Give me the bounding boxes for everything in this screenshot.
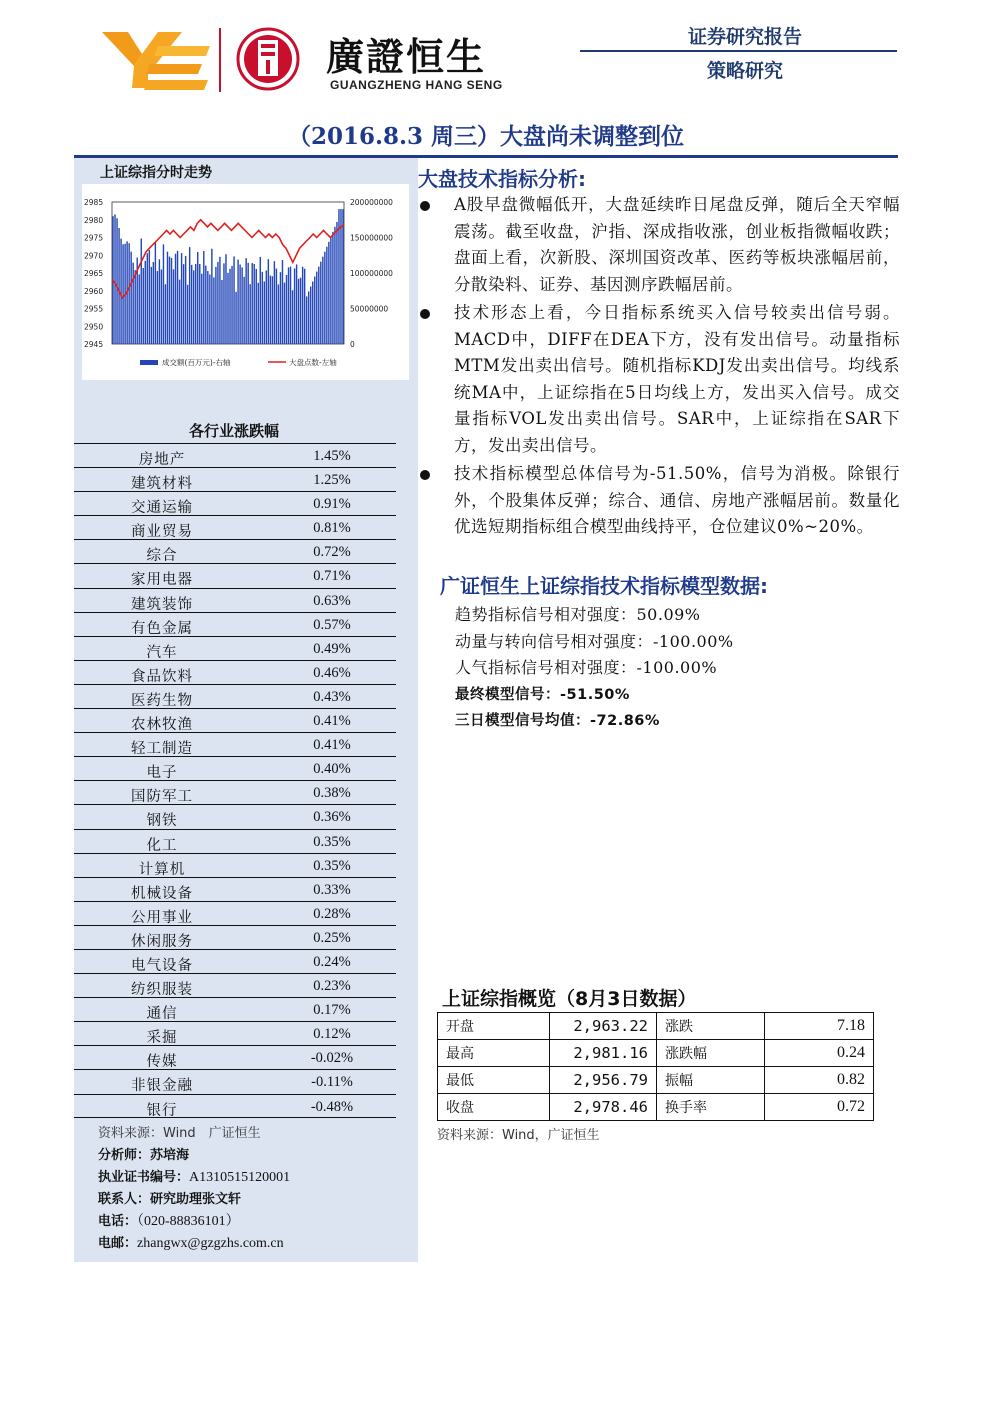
industry-change: 0.41%: [313, 737, 351, 754]
bullet-text: 技术形态上看，今日指标系统买入信号较卖出信号弱。MACD中，DIFF在DEA下方，没有发出信号。动量指标MTM发出卖出信号。随机指标KDJ发出卖出信号。均线系统MA中，上证综指在5日均线上方，发出买入信号。成交量指标VOL发出卖出信号。SAR中，上证综指在SAR下方，发出卖出信号。: [454, 303, 900, 455]
bullet-dot-icon: [420, 309, 430, 319]
volume-bar: [316, 272, 317, 344]
volume-bar: [243, 277, 244, 344]
industry-name: 交通运输: [131, 500, 193, 517]
table-row: [438, 1040, 874, 1067]
industry-name: 计算机: [138, 861, 186, 878]
volume-bar: [322, 257, 323, 344]
volume-bar: [262, 272, 263, 344]
volume-bar: [239, 265, 240, 344]
industry-change: 0.17%: [313, 1002, 351, 1019]
y-left-tick-label: 2950: [84, 322, 104, 332]
volume-bar: [336, 222, 337, 344]
phone-label: 电话：: [98, 1214, 138, 1229]
volume-bar: [122, 244, 123, 344]
brand-name-cn: 廣證恒生: [326, 34, 487, 79]
industry-table: [74, 443, 396, 1118]
legend-label-volume: 成交额(百万元)-右轴: [162, 358, 231, 367]
table-row: [74, 515, 396, 539]
volume-bar: [221, 280, 222, 344]
volume-bar: [274, 261, 275, 344]
table-row: [74, 1021, 396, 1045]
overview-value: 0.24: [765, 1040, 874, 1067]
industry-name: 传媒: [146, 1054, 178, 1071]
industry-change: 0.40%: [313, 761, 351, 778]
volume-bar: [165, 284, 166, 344]
volume-bar: [169, 257, 170, 344]
volume-bar: [201, 274, 202, 344]
phone-number: （020-88836101）: [137, 1214, 240, 1229]
industry-name: 建筑材料: [131, 476, 193, 493]
volume-bar: [145, 261, 146, 344]
volume-bar: [128, 243, 129, 344]
bullet-text: 技术指标模型总体信号为-51.50%，信号为消极。除银行外，个股集体反弹；综合、通信、房地产涨幅居前。数量化优选短期指标组合模型曲线持平，仓位建议0%~20%。: [454, 464, 900, 536]
industry-change: 0.41%: [313, 713, 351, 730]
industry-name: 农林牧渔: [131, 717, 193, 734]
volume-bar: [155, 242, 156, 344]
table-row: [74, 756, 396, 780]
table-row: [74, 853, 396, 877]
table-row: [74, 660, 396, 684]
industry-name: 非银金融: [131, 1078, 193, 1095]
overview-value: 2,981.16: [550, 1040, 657, 1067]
right-source-note: 资料来源：Wind，广证恒生: [437, 1128, 600, 1143]
model-line: 动量与转向信号相对强度：-100.00%: [455, 631, 734, 651]
volume-bar: [141, 238, 142, 344]
bullet-dot-icon: [420, 201, 430, 211]
email-label: 电邮：: [98, 1236, 138, 1251]
industry-change: 1.25%: [313, 472, 351, 489]
volume-bar: [189, 247, 190, 344]
industry-change: 0.35%: [313, 833, 351, 850]
volume-bar: [195, 264, 196, 344]
volume-bar: [233, 256, 234, 344]
analysis-bullets: [418, 192, 900, 541]
model-data: [455, 602, 734, 735]
y-left-tick-label: 2985: [84, 198, 104, 207]
volume-bar: [288, 267, 289, 344]
table-row: [74, 997, 396, 1021]
analyst-line: [98, 1144, 189, 1163]
analysis-section-title: 大盘技术指标分析:: [418, 167, 586, 191]
y-left-tick-label: 2975: [84, 233, 104, 243]
industry-change: 1.45%: [313, 448, 351, 464]
industry-name: 商业贸易: [131, 524, 193, 541]
y-right-tick-label: 150000000: [350, 233, 393, 243]
intraday-chart-svg: [82, 184, 409, 380]
volume-bar: [330, 237, 331, 344]
volume-bar: [163, 244, 164, 344]
volume-bar: [191, 265, 192, 344]
volume-bar: [177, 251, 178, 344]
volume-bar: [185, 256, 186, 344]
volume-bar: [235, 292, 236, 344]
volume-bar: [120, 239, 121, 344]
volume-bar: [320, 262, 321, 344]
overview-label: 收盘: [438, 1094, 550, 1121]
industry-name: 机械设备: [131, 885, 193, 902]
chart-title: 上证综指分时走势: [100, 165, 212, 181]
bullet-dot-icon: [420, 470, 430, 480]
table-row: [438, 1067, 874, 1094]
table-row: [438, 1094, 874, 1121]
email-line: [98, 1232, 284, 1252]
volume-bar: [282, 260, 283, 344]
analysis-bullet: [418, 461, 900, 541]
model-line: 人气指标信号相对强度：-100.00%: [455, 658, 718, 677]
volume-bar: [231, 266, 232, 344]
y-right-tick-label: 0: [350, 340, 355, 349]
y-left-tick-label: 2955: [84, 304, 104, 314]
volume-bar: [116, 218, 117, 344]
cert-label: 执业证书编号：: [98, 1170, 190, 1185]
volume-bar: [332, 232, 333, 344]
industry-name: 纺织服装: [131, 982, 193, 999]
table-row: [74, 612, 396, 636]
volume-bar: [270, 276, 271, 344]
industry-change: 0.33%: [313, 881, 351, 898]
analyst-label: 分析师：: [98, 1148, 151, 1163]
table-row: [74, 563, 396, 587]
volume-bar: [227, 273, 228, 344]
industry-name: 银行: [146, 1102, 178, 1119]
industry-change: 0.12%: [313, 1026, 351, 1043]
volume-bar: [304, 269, 305, 344]
overview-label: 最高: [438, 1040, 550, 1067]
volume-bar: [171, 258, 172, 344]
volume-bar: [114, 214, 115, 344]
industry-change: -0.02%: [310, 1050, 354, 1067]
y-left-tick-label: 2970: [84, 251, 104, 261]
y-right-tick-label: 200000000: [350, 198, 393, 207]
volume-bar: [276, 269, 277, 344]
volume-bar: [179, 280, 180, 344]
volume-bar: [211, 249, 212, 344]
industry-change: 0.43%: [313, 688, 351, 705]
volume-bar: [215, 267, 216, 344]
industry-change: 0.23%: [313, 978, 351, 995]
industry-name: 钢铁: [146, 813, 178, 830]
volume-bar: [318, 267, 319, 344]
ye-logo-icon: [102, 24, 210, 94]
volume-bar: [284, 283, 285, 344]
y-left-tick-label: 2945: [84, 340, 104, 349]
industry-change: 0.35%: [313, 857, 351, 874]
table-row: [74, 491, 396, 515]
industry-change: -0.48%: [310, 1098, 354, 1115]
volume-bar: [286, 275, 287, 344]
bullet-text: A股早盘微幅低开，大盘延续昨日尾盘反弹，随后全天窄幅震荡。截至收盘，沪指、深成指收涨，创业板指微幅收跌；盘面上看，次新股、深圳国资改革、医药等板块涨幅居前，分散染料、证券、基因测序跌幅居前。: [454, 195, 900, 294]
overview-title: 上证综指概览（8月3日数据）: [442, 988, 697, 1010]
industry-table-title: 各行业涨跌幅: [188, 422, 279, 440]
document-title: （2016.8.3 周三）大盘尚未调整到位: [287, 123, 685, 150]
volume-bar: [157, 271, 158, 344]
volume-bar: [237, 260, 238, 344]
overview-value: 2,978.46: [550, 1094, 657, 1121]
table-row: [74, 588, 396, 612]
industry-change: 0.28%: [313, 905, 351, 922]
volume-bar: [298, 279, 299, 344]
industry-name: 建筑装饰: [131, 596, 193, 613]
y-right-tick-label: 50000000: [350, 304, 389, 314]
volume-bar: [139, 274, 140, 344]
industry-name: 医药生物: [131, 692, 193, 709]
industry-change: 0.81%: [313, 520, 351, 537]
overview-label: 开盘: [438, 1013, 550, 1040]
volume-bar: [132, 263, 133, 344]
y-left-tick-label: 2980: [84, 215, 104, 225]
table-row: [74, 973, 396, 997]
industry-name: 房地产: [138, 452, 186, 468]
table-row: [74, 539, 396, 563]
volume-bar: [225, 254, 226, 344]
industry-name: 电气设备: [131, 957, 193, 974]
volume-bar: [118, 228, 119, 344]
contact-line: [98, 1188, 241, 1207]
final-model-signal: 最终模型信号：-51.50%: [455, 686, 630, 703]
volume-bar: [153, 262, 154, 344]
volume-bar: [256, 269, 257, 344]
left-source-note: 资料来源：Wind 广证恒生: [98, 1126, 261, 1141]
industry-name: 有色金属: [131, 620, 193, 637]
analyst-name: 苏培海: [150, 1148, 190, 1163]
industry-change: 0.91%: [313, 496, 351, 513]
volume-bar: [278, 284, 279, 344]
brand-name-en: GUANGZHENG HANG SENG: [330, 78, 503, 92]
volume-bar: [252, 263, 253, 344]
volume-bar: [310, 286, 311, 344]
volume-bar: [326, 247, 327, 344]
volume-bar: [209, 274, 210, 344]
overview-label: 最低: [438, 1067, 550, 1094]
volume-bar: [272, 276, 273, 344]
volume-bar: [205, 266, 206, 344]
industry-change: 0.25%: [313, 929, 351, 946]
header-rule: [580, 50, 897, 52]
table-row: [74, 443, 396, 467]
volume-bar: [147, 253, 148, 344]
industry-name: 电子: [146, 765, 178, 782]
overview-value: 2,956.79: [550, 1067, 657, 1094]
table-row: [74, 780, 396, 804]
report-type: 证券研究报告: [687, 26, 802, 48]
industry-name: 国防军工: [131, 789, 193, 806]
report-subtype: 策略研究: [706, 60, 783, 82]
table-row: [74, 1069, 396, 1093]
table-row: [74, 925, 396, 949]
seal-logo-icon: [236, 26, 300, 92]
analysis-bullet: [418, 192, 900, 298]
volume-bar: [312, 282, 313, 344]
volume-bar: [219, 257, 220, 344]
volume-bar: [229, 269, 230, 344]
overview-value: 0.72: [765, 1094, 874, 1121]
overview-label: 涨跌幅: [657, 1040, 765, 1067]
legend-swatch-volume: [140, 360, 158, 365]
volume-bar: [187, 285, 188, 344]
volume-bar: [159, 259, 160, 344]
volume-bar: [266, 270, 267, 344]
volume-bar: [254, 264, 255, 344]
industry-change: -0.11%: [311, 1074, 353, 1091]
email-address[interactable]: zhangwx@gzgzhs.com.cn: [137, 1236, 284, 1251]
volume-bar: [149, 250, 150, 344]
volume-bar: [296, 264, 297, 344]
volume-bar: [161, 270, 162, 344]
phone-line: [98, 1210, 240, 1230]
table-row: [74, 684, 396, 708]
volume-bar: [280, 272, 281, 344]
contact-label: 联系人：: [98, 1192, 151, 1207]
industry-name: 家用电器: [131, 572, 193, 589]
volume-bar: [203, 251, 204, 344]
table-row: [74, 949, 396, 973]
volume-bar: [340, 209, 341, 344]
industry-change: 0.49%: [313, 640, 351, 657]
overview-label: 换手率: [657, 1094, 765, 1121]
volume-bar: [342, 209, 343, 344]
y-left-tick-label: 2965: [84, 269, 104, 278]
industry-change: 0.36%: [313, 809, 351, 826]
overview-label: 振幅: [657, 1067, 765, 1094]
volume-bar: [314, 277, 315, 344]
model-section-title: 广证恒生上证综指技术指标模型数据:: [440, 574, 768, 598]
volume-bar: [223, 263, 224, 344]
volume-bar: [213, 277, 214, 344]
table-row: [74, 1094, 396, 1118]
industry-name: 采掘: [146, 1030, 178, 1047]
volume-bar: [290, 267, 291, 344]
three-day-signal-avg: 三日模型信号均值：-72.86%: [455, 713, 660, 729]
model-line: 趋势指标信号相对强度：50.09%: [455, 605, 701, 624]
table-row: [438, 1013, 874, 1040]
volume-bar: [249, 284, 250, 344]
industry-name: 休闲服务: [131, 933, 193, 950]
volume-bar: [130, 252, 131, 344]
industry-name: 轻工制造: [131, 741, 193, 758]
volume-bar: [264, 281, 265, 344]
industry-name: 综合: [146, 548, 178, 565]
industry-change: 0.24%: [313, 953, 351, 970]
cert-line: [98, 1166, 290, 1186]
volume-bar: [268, 259, 269, 344]
volume-bar: [173, 269, 174, 344]
industry-change: 0.57%: [313, 616, 351, 633]
volume-bar: [324, 252, 325, 344]
volume-bar: [183, 264, 184, 344]
volume-bar: [197, 252, 198, 344]
table-row: [74, 636, 396, 660]
volume-bar: [193, 270, 194, 344]
logo-divider: [219, 28, 221, 92]
legend-label-index: 大盘点数-左轴: [289, 358, 337, 367]
industry-name: 公用事业: [131, 909, 193, 926]
industry-change: 0.46%: [313, 664, 351, 681]
volume-bar: [245, 258, 246, 344]
volume-bar: [181, 253, 182, 344]
overview-label: 涨跌: [657, 1013, 765, 1040]
table-row: [74, 901, 396, 925]
volume-bar: [199, 264, 200, 344]
industry-name: 化工: [146, 837, 178, 854]
table-row: [74, 1045, 396, 1069]
table-row: [74, 708, 396, 732]
overview-value: 2,963.22: [550, 1013, 657, 1040]
table-row: [74, 829, 396, 853]
volume-bar: [300, 278, 301, 344]
volume-bar: [308, 291, 309, 344]
overview-value: 7.18: [765, 1013, 874, 1040]
volume-bar: [258, 283, 259, 344]
volume-bar: [134, 270, 135, 344]
volume-bar: [167, 252, 168, 344]
industry-name: 汽车: [146, 644, 178, 661]
analysis-bullet: [418, 300, 900, 459]
y-left-tick-label: 2960: [84, 286, 104, 296]
volume-bar: [302, 267, 303, 344]
volume-bar: [151, 267, 152, 344]
cert-number: A1310515120001: [189, 1170, 291, 1185]
overview-value: 0.82: [765, 1067, 874, 1094]
volume-bar: [306, 296, 307, 344]
table-row: [74, 877, 396, 901]
contact-person: 研究助理张文轩: [150, 1192, 242, 1207]
volume-bar: [292, 290, 293, 344]
volume-bar: [175, 254, 176, 344]
volume-bar: [207, 271, 208, 344]
industry-change: 0.63%: [313, 592, 351, 609]
y-right-tick-label: 100000000: [350, 269, 393, 278]
table-row: [74, 804, 396, 828]
volume-bar: [143, 268, 144, 344]
volume-bar: [260, 257, 261, 344]
volume-bar: [241, 267, 242, 344]
industry-change: 0.72%: [313, 544, 351, 561]
volume-bar: [334, 227, 335, 344]
overview-table: [437, 1012, 874, 1121]
industry-name: 食品饮料: [131, 668, 193, 685]
industry-change: 0.71%: [313, 568, 351, 585]
intraday-chart: [82, 184, 409, 380]
volume-bar: [247, 263, 248, 344]
industry-change: 0.38%: [313, 785, 351, 802]
volume-bar: [294, 268, 295, 344]
industry-name: 通信: [146, 1006, 178, 1023]
table-row: [74, 732, 396, 756]
volume-bar: [328, 242, 329, 344]
table-row: [74, 467, 396, 491]
volume-bar: [217, 262, 218, 344]
